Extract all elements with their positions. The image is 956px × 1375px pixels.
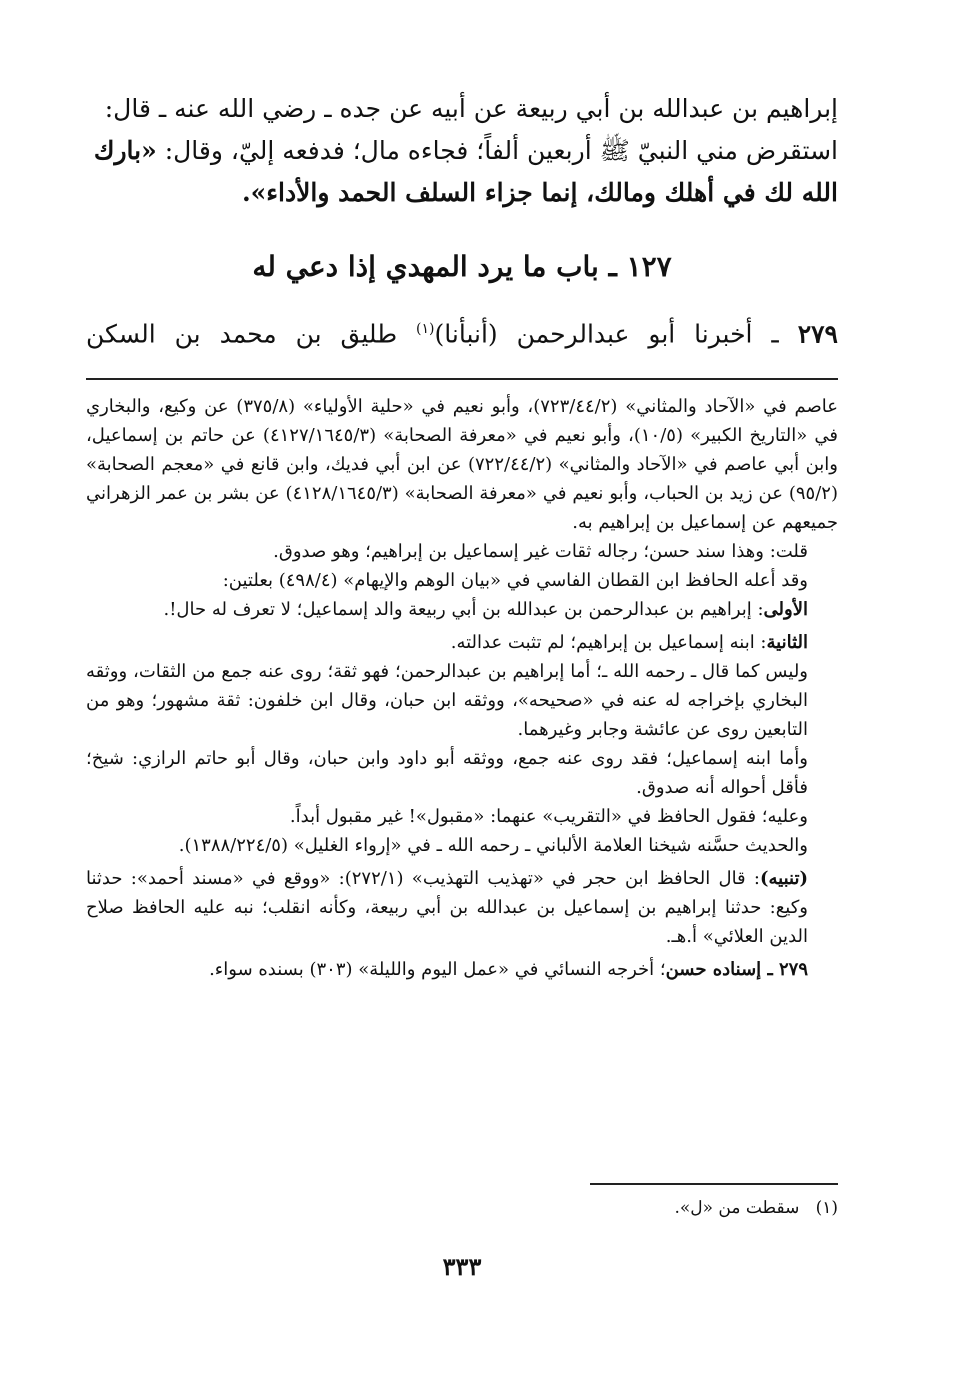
- note-taqrib: وعليه؛ فقول الحافظ في «التقريب» عنهما: «مقبول»! غير مقبول أبداً.: [289, 806, 808, 827]
- note-ismail: وأما ابنه إسماعيل؛ فقد روى عنه جمع، ووثقه أبو داود وابن حبان، وقال أبو حاتم الرازي: شيخ؛ فأقل أحواله أنه صدوق.: [86, 748, 808, 798]
- second-text: : ابنه إسماعيل بن إبراهيم؛ لم تثبت عدالته.: [450, 632, 767, 653]
- main-line-2: [86, 130, 838, 172]
- main-line-1: إبراهيم بن عبدالله بن أبي ربيعة عن أبيه عن جده ـ رضي الله عنه ـ قال:: [104, 94, 838, 123]
- note-279: [86, 955, 838, 984]
- note-tanbih: [86, 864, 838, 951]
- note-279-label: ٢٧٩ ـ إسناده حسن: [665, 959, 808, 980]
- footnote-text: سقطت من «ل».: [674, 1198, 800, 1218]
- note-ibn-qattan: وقد أعله الحافظ ابن القطان الفاسي في «بيان الوهم والإيهام» (٤٩٨/٤) بعلتين:: [222, 570, 808, 591]
- first-text: : إبراهيم بن عبدالرحمن بن عبدالله بن أبي ربيعة والد إسماعيل؛ لا تعرف له حال!.: [163, 599, 764, 620]
- note-albani: والحديث حسَّنه شيخنا العلامة الألباني ـ رحمه الله ـ في «إرواء الغليل» (١٣٨٨/٢٢٤/٥).: [178, 835, 808, 856]
- hadith-number: ٢٧٩: [797, 319, 838, 349]
- first-label: الأولى: [763, 599, 808, 620]
- tanbih-text: : قال الحافظ ابن حجر في «تهذيب التهذيب» (٢٧٢/١): «ووقع في «مسند أحمد»: حدثنا وكيع: حدثنا إبراهيم بن إسماعيل بن عبدالله بن أبي ربيعة، وكأنه انقلب؛ نبه عليه الحافظ صلاح الدين العلائي» أ.هـ.: [86, 868, 808, 947]
- note-rebuttal: وليس كما قال ـ رحمه الله ـ؛ أما إبراهيم بن عبدالرحمن؛ فهو ثقة؛ روى عنه جمع من الثقات، ووثقه البخاري بإخراجه له عنه في «صحيحه»، ووثقه ابن حبان، وقال ابن خلفون: ثقة مشهور؛ وهو من التابعين روى عن عائشة وجابر وغيرهما.: [86, 661, 808, 740]
- main-line-2-text: استقرض مني النبيّ ﷺ أربعين ألفاً؛ فجاءه مال؛ فدفعه إليّ، وقال:: [156, 136, 838, 165]
- hadith-line: [86, 308, 838, 355]
- note-sources: عاصم في «الآحاد والمثاني» (٧٢٣/٤٤/٢)، وأبو نعيم في «حلية الأولياء» (٣٧٥/٨) عن وكيع، والبخاري في «التاريخ الكبير» (١٠/٥)، وأبو نعيم في «معرفة الصحابة» (٤١٢٧/١٦٤٥/٣) عن حاتم بن إسماعيل، وابن أبي عاصم في «الآحاد والمثاني» (٧٢٢/٤٤/٢) عن ابن أبي فديك، وابن قانع في «معجم الصحابة» (٩٥/٢) عن زيد بن الحباب، وأبو نعيم في «معرفة الصحابة» (٤١٢٨/١٦٤٥/٣) عن بشر بن عمر الزهراني جميعهم عن إسماعيل بن إبراهيم به.: [86, 396, 839, 533]
- main-line-3: [86, 172, 838, 214]
- second-label: الثانية: [766, 632, 808, 653]
- hadith-quote-start: «بارك: [93, 136, 157, 165]
- note-first-defect: [86, 595, 838, 624]
- main-text: [86, 88, 838, 214]
- notes-section: [86, 392, 838, 984]
- note-279-text: ؛ أخرجه النسائي في «عمل اليوم والليلة» (٣٠٣) بسنده سواء.: [209, 959, 666, 980]
- note-verdict: قلت: وهذا سند حسن؛ رجاله ثقات غير إسماعيل بن إبراهيم؛ وهو صدوق.: [273, 541, 808, 562]
- page-number: ٣٣٣: [442, 1252, 482, 1281]
- note-second-defect: [86, 628, 838, 657]
- hadith-text-rest: طليق بن محمد بن السكن: [86, 319, 417, 349]
- footnote: [86, 1195, 838, 1221]
- footnote-ref: (١): [416, 321, 435, 337]
- footnote-rule: [590, 1183, 838, 1185]
- chapter-heading: ١٢٧ ـ باب ما يرد المهدي إذا دعي له: [252, 250, 672, 283]
- hadith-text: ـ أخبرنا أبو عبدالرحمن (أنبأنا): [434, 319, 779, 349]
- footnote-marker: (١): [815, 1198, 838, 1218]
- footnote-divider: [86, 378, 838, 380]
- hadith-quote-end: الله لك في أهلك ومالك، إنما جزاء السلف الحمد والأداء».: [241, 178, 838, 207]
- tanbih-label: (تنبيه): [760, 868, 808, 889]
